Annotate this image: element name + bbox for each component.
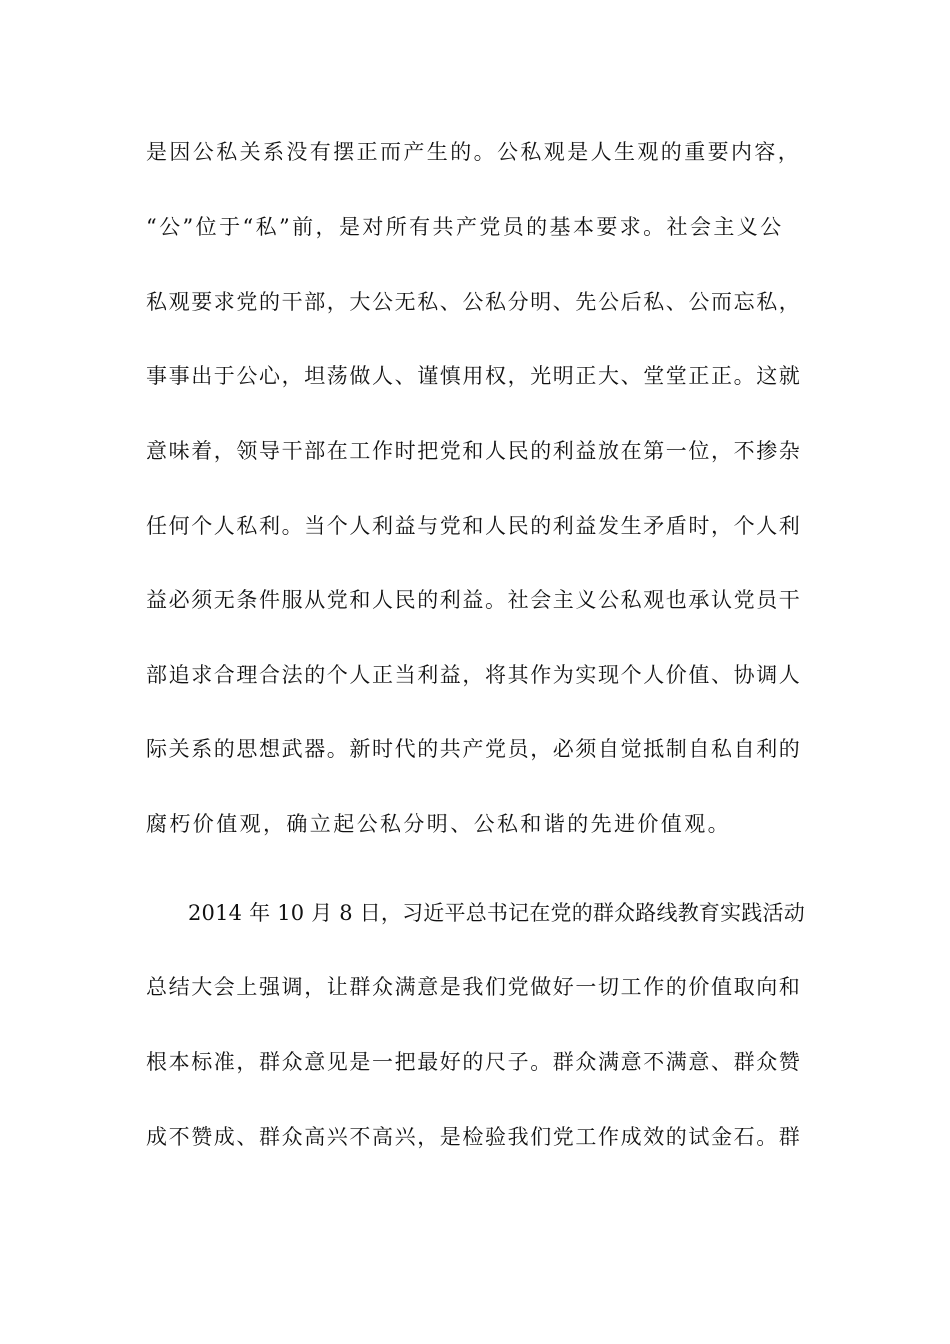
text-line: 意味着，领导干部在工作时把党和人民的利益放在第一位，不掺杂	[146, 439, 802, 463]
text-line: 腐朽价值观，确立起公私分明、公私和谐的先进价值观。	[146, 812, 731, 836]
text-line: “公”位于“私”前，是对所有共产党员的基本要求。社会主义公	[146, 215, 784, 239]
text-line: 总结大会上强调，让群众满意是我们党做好一切工作的价值取向和	[146, 975, 802, 999]
text-line: 私观要求党的干部，大公无私、公私分明、先公后私、公而忘私，	[146, 290, 802, 314]
text-line: 际关系的思想武器。新时代的共产党员，必须自觉抵制自私自利的	[146, 737, 802, 761]
text-line: 成不赞成、群众高兴不高兴，是检验我们党工作成效的试金石。群	[146, 1125, 802, 1149]
text-line: 益必须无条件服从党和人民的利益。社会主义公私观也承认党员干	[146, 588, 802, 612]
text-line: 根本标准，群众意见是一把最好的尺子。群众满意不满意、群众赞	[146, 1050, 802, 1074]
text-line: 部追求合理合法的个人正当利益，将其作为实现个人价值、协调人	[146, 663, 802, 687]
text-line: 事事出于公心，坦荡做人、谨慎用权，光明正大、堂堂正正。这就	[146, 364, 802, 388]
text-line: 任何个人私利。当个人利益与党和人民的利益发生矛盾时，个人利	[146, 514, 802, 538]
text-line: 是因公私关系没有摆正而产生的。公私观是人生观的重要内容，	[146, 140, 802, 164]
text-line: 2014 年 10 月 8 日，习近平总书记在党的群众路线教育实践活动	[188, 901, 805, 925]
